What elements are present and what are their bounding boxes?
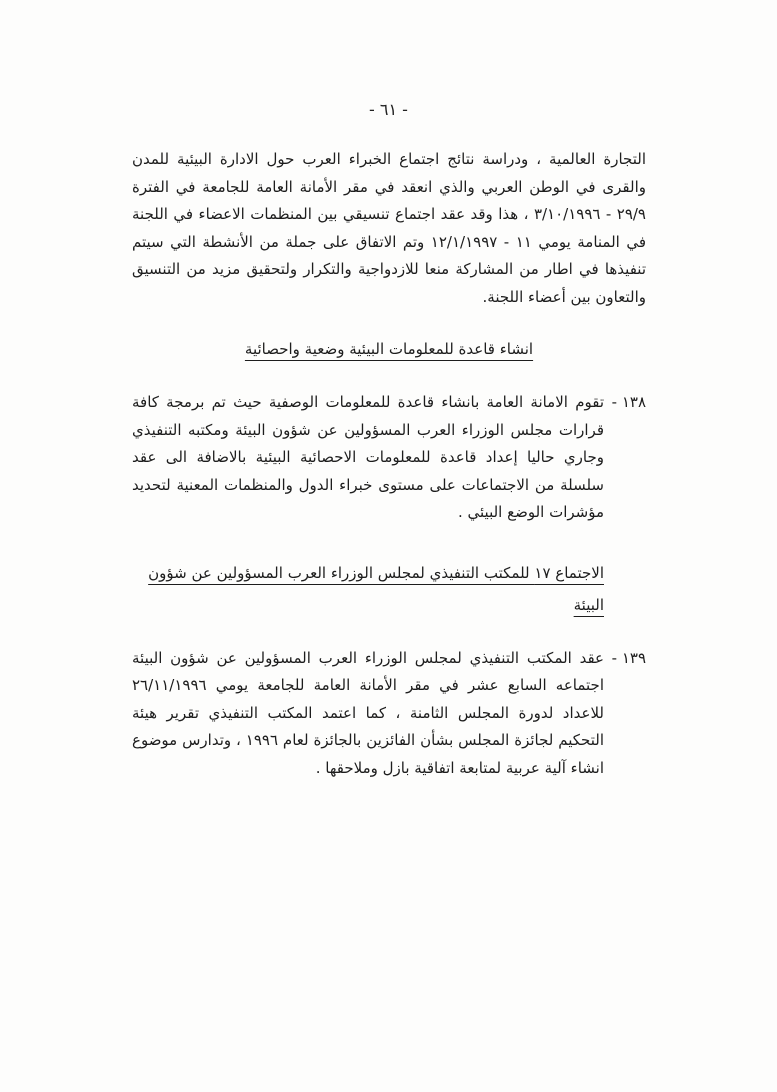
numbered-paragraph-138	[132, 389, 646, 527]
page-number: - ٦١ -	[369, 100, 408, 119]
document-body	[132, 146, 646, 782]
heading-executive-office-meeting	[132, 557, 646, 621]
heading-executive-office-meeting-text: الاجتماع ١٧ للمكتب التنفيذي لمجلس الوزراء العرب المسؤولين عن شؤون البيئة	[148, 563, 604, 614]
heading-environment-database	[132, 333, 646, 365]
item-text-139: عقد المكتب التنفيذي لمجلس الوزراء العرب المسؤولين عن شؤون البيئة اجتماعه السابع عشر في مقر الأمانة العامة للجامعة يومي ٢٦/١١/١٩٩٦ للاعداد لدورة المجلس الثامنة ، كما اعتمد المكتب التنفيذي تقرير هيئة التحكيم لجائزة المجلس بشأن الفائزين بالجائزة لعام ١٩٩٦ ، وتدارس موضوع انشاء آلية عربية لمتابعة اتفاقية بازل وملاحقها .	[132, 648, 604, 777]
item-number-138: ١٣٨ -	[611, 393, 646, 411]
item-number-139: ١٣٩ -	[611, 648, 646, 667]
numbered-paragraph-139	[132, 645, 646, 783]
heading-environment-database-text: انشاء قاعدة للمعلومات البيئية وضعية واحصائية	[244, 340, 534, 358]
intro-paragraph: التجارة العالمية ، ودراسة نتائج اجتماع الخبراء العرب حول الادارة البيئية للمدن والقرى في الوطن العربي والذي انعقد في مقر الأمانة العامة للجامعة في الفترة ٢٩/٩ - ٣/١٠/١٩٩٦ ، هذا وقد عقد اجتماع تنسيقي بين المنظمات الاعضاء في اللجنة في المنامة يومي ١١ - ١٢/١/١٩٩٧ وتم الاتفاق على جملة من الأنشطة التي سيتم تنفيذها في اطار من المشاركة منعا للازدواجية والتكرار ولتحقيق مزيد من التنسيق والتعاون بين أعضاء اللجنة.	[132, 150, 646, 306]
item-text-138: تقوم الامانة العامة بانشاء قاعدة للمعلومات الوصفية حيث تم برمجة كافة قرارات مجلس الوزراء العرب المسؤولين عن شؤون البيئة ومكتبه التنفيذي وجاري حاليا إعداد قاعدة للمعلومات الاحصائية البيئية بالاضافة الى عقد سلسلة من الاجتماعات على مستوى خبراء الدول والمنظمات المعنية لتحديد مؤشرات الوضع البيئي .	[132, 393, 604, 521]
